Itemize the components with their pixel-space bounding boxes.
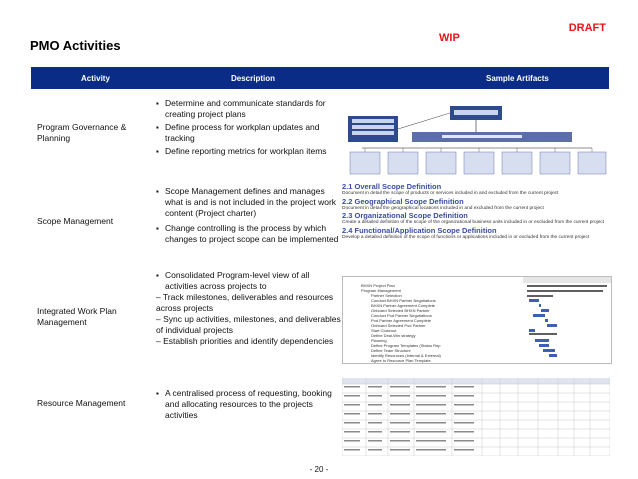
resource-cell-text — [344, 386, 360, 388]
gantt-task-list — [343, 277, 518, 363]
resource-cell-text — [454, 395, 474, 397]
resource-cell-text — [416, 440, 446, 442]
resource-cell-text — [368, 449, 382, 451]
resource-cell-text — [368, 431, 382, 433]
scope-text: Document in detail the scope of products or services included in and excluded from the current project — [342, 191, 559, 196]
resource-cell-text — [416, 386, 446, 388]
resource-cell-text — [454, 413, 474, 415]
scope-heading: 2.3 Organizational Scope Definition — [342, 211, 468, 220]
page-number: - 20 - — [309, 465, 329, 474]
description-list — [156, 98, 341, 159]
scope-heading: 2.1 Overall Scope Definition — [342, 182, 442, 191]
scope-heading: 2.4 Functional/Application Scope Definition — [342, 225, 497, 235]
resource-cell-text — [390, 404, 410, 406]
resource-cell-text — [454, 422, 474, 424]
resource-cell-text — [454, 431, 474, 433]
gantt-task: Pod Partner Agreement Complete — [371, 318, 432, 323]
description-list — [156, 186, 341, 247]
resource-cell-text — [344, 422, 360, 424]
resource-cell-text — [368, 422, 382, 424]
resource-cell-text — [368, 440, 382, 442]
gantt-task: Onboard Selected BHXN Partner — [371, 308, 430, 313]
list-item: ▪ Consolidated Program-level view of all activities across projects to — [156, 270, 341, 292]
activity-label: Scope Management — [37, 216, 114, 226]
resource-cell-text — [390, 422, 410, 424]
activity-label: Resource Management — [37, 398, 126, 408]
gantt-task: Conduct BHXN Partner Negotiations — [371, 298, 436, 303]
description-list — [156, 388, 341, 423]
gantt-task: BHXN Project Plan — [361, 283, 395, 288]
resource-cell-text — [344, 440, 360, 442]
list-item: ▪ Define process for workplan updates and tracking — [156, 122, 341, 144]
resource-cell-text — [390, 449, 410, 451]
gantt-task: Define Program Templates (Status Rep — [371, 343, 441, 348]
resource-cell-text — [344, 395, 360, 397]
activity-label: Integrated Work Plan Management — [37, 306, 117, 327]
gantt-task: Define Deal-Win strategy — [371, 333, 416, 338]
org-chart-thumbnail — [342, 102, 610, 177]
resource-cell-text — [416, 413, 446, 415]
gantt-task: BHXN Partner Agreement Complete — [371, 303, 436, 308]
resource-cell-text — [454, 386, 474, 388]
resource-cell-text — [416, 449, 446, 451]
gantt-task: Start Closeout — [371, 328, 397, 333]
resource-cell-text — [390, 395, 410, 397]
table-row — [31, 268, 609, 368]
resource-cell-text — [368, 395, 382, 397]
list-item: – Sync up activities, milestones, and deliverables of individual projects — [156, 314, 341, 335]
gantt-task: Agree to Resource Plan Template — [371, 358, 431, 363]
resource-cell-text — [390, 431, 410, 433]
header-activity: Activity — [81, 74, 110, 83]
gantt-task: Conduct Pod Partner Negotiations — [371, 313, 432, 318]
resource-cell-text — [344, 431, 360, 433]
resource-cell-text — [416, 422, 446, 424]
list-item: ▪ Change controlling is the process by which changes to project scope can be implemented — [156, 223, 341, 245]
scope-text: Develop a detailed definition of the scope of functions or applications included in or excluded from the current project — [342, 234, 590, 240]
resource-cell-text — [344, 449, 360, 451]
gantt-bars — [523, 277, 611, 363]
description-list — [156, 270, 341, 349]
gantt-task: Onboard Selected Pod Partner — [371, 323, 426, 328]
scope-text: Document in detail the geographical locations included in and excluded from the current project — [342, 205, 544, 211]
resource-grid — [342, 378, 610, 456]
resource-cell-text — [368, 404, 382, 406]
resource-table-thumbnail — [342, 378, 610, 456]
resource-cell-text — [368, 386, 382, 388]
draft-label: DRAFT — [568, 22, 606, 34]
resource-cell-text — [344, 413, 360, 415]
header-description: Description — [231, 74, 276, 83]
list-item: ▪ Scope Management defines and manages what is and is not included in the project work content (Project charter) — [156, 186, 341, 219]
gantt-chart-thumbnail — [342, 276, 612, 364]
resource-cell-text — [416, 431, 446, 433]
table-row — [31, 180, 609, 268]
resource-cell-text — [454, 449, 474, 451]
table-row — [31, 368, 609, 458]
activity-label: Program Governance & Planning — [37, 122, 127, 143]
scope-heading: 2.2 Geographical Scope Definition — [342, 196, 464, 206]
page-title: PMO Activities — [30, 38, 121, 53]
resource-cell-text — [454, 440, 474, 442]
resource-cell-text — [416, 404, 446, 406]
resource-cell-text — [368, 413, 382, 415]
gantt-task: Planning — [371, 338, 387, 343]
resource-cell-text — [344, 404, 360, 406]
resource-cell-text — [390, 386, 410, 388]
wip-label: WIP — [439, 32, 460, 44]
scope-text: Create a detailed definition of the scope of the organizational business units included in or excluded from the current project — [342, 220, 605, 225]
table-row — [31, 92, 609, 180]
list-item: ▪ A centralised process of requesting, booking and allocating resources to the projects activities — [156, 388, 341, 421]
gantt-task: Partner Selection — [371, 293, 402, 298]
gantt-task: Program Management — [361, 288, 401, 293]
list-item: – Track milestones, deliverables and resources across projects — [156, 292, 334, 313]
gantt-task: Define Team Structure — [371, 348, 411, 353]
gantt-task: Identify Resources (Internal & External) — [371, 353, 441, 358]
list-item: ▪ Define reporting metrics for workplan items — [156, 146, 341, 157]
table-header — [31, 67, 609, 89]
list-item: – Establish priorities and identify dependencies — [156, 336, 334, 346]
resource-cell-text — [454, 404, 474, 406]
header-sample-artifacts: Sample Artifacts — [486, 74, 549, 83]
list-item: ▪ Determine and communicate standards for creating project plans — [156, 98, 341, 120]
resource-cell-text — [416, 395, 446, 397]
resource-cell-text — [390, 413, 410, 415]
resource-cell-text — [390, 440, 410, 442]
resource-header-band — [342, 378, 610, 384]
scope-document-thumbnail — [342, 182, 610, 240]
